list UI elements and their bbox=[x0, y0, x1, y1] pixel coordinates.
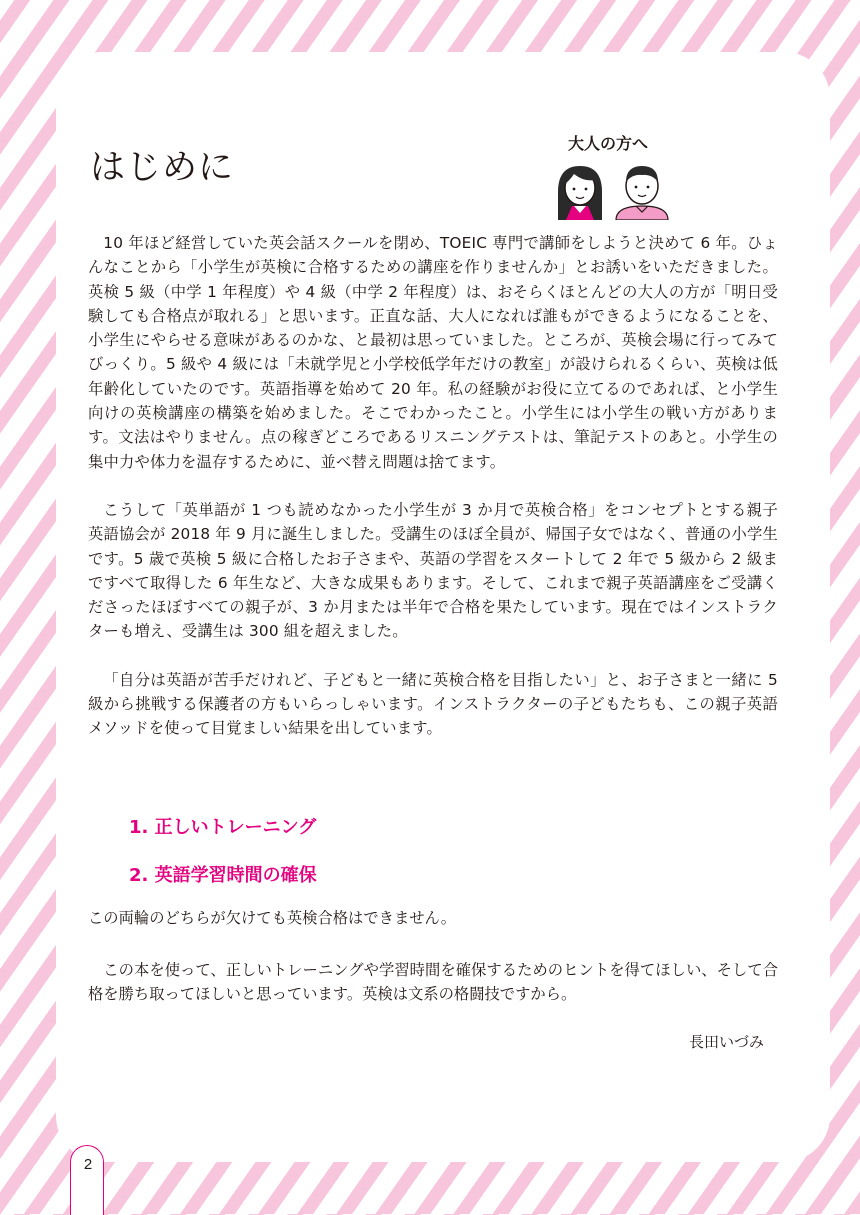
page-number: 2 bbox=[83, 1156, 93, 1173]
closing-text bbox=[88, 958, 778, 1007]
after-points-text bbox=[88, 906, 778, 930]
adult-illustration bbox=[552, 158, 692, 220]
paragraph: 10 年ほど経営していた英会話スクールを閉め、TOEIC 専門で講師をしようと決めて 6 年。ひょんなことから「小学生が英検に合格するための講座を作りませんか」とお誘いをいただきました。英検 5 級（中学 1 年程度）や 4 級（中学 2 年程度）は、おそらくほとんどの大人の方が「明日受験しても合格点が取れる」と思います。正直な話、大人になれば誰もができるようになることを、小学生にやらせる意味があるのかな、と最初は思っていました。ところが、英検会場に行ってみてびっくり。5 級や 4 級には「未就学児と小学校低学年だけの教室」が設けられるくらい、英検は低年齢化していたのです。英語指導を始めて 20 年。私の経験がお役に立てるのであれば、と小学生向けの英検講座の構築を始めました。そこでわかったこと。小学生には小学生の戦い方があります。文法はやりません。点の稼ぎどころであるリスニングテストは、筆記テストのあと。小学生の集中力や体力を温存するために、並べ替え問題は捨てます。 bbox=[88, 234, 778, 471]
man-icon bbox=[616, 166, 668, 220]
paragraph: この本を使って、正しいトレーニングや学習時間を確保するためのヒントを得てほしい、そして合格を勝ち取ってほしいと思っています。英検は文系の格闘技ですから。 bbox=[88, 961, 778, 1004]
author-signature: 長田いづみ bbox=[688, 1033, 764, 1051]
paragraph: こうして「英単語が 1 つも読めなかった小学生が 3 か月で英検合格」をコンセプトとする親子英語協会が 2018 年 9 月に誕生しました。受講生のほぼ全員が、帰国子女ではなく、普通の小学生です。5 歳で英検 5 級に合格したお子さまや、英語の学習をスタートして 2 年で 5 級から 2 級まですべて取得した 6 年生など、大きな成果もあります。そして、これまで親子英語講座をご受講くださったほぼすべての親子が、3 か月または半年で合格を果たしています。現在ではインストラクターも増え、受講生は 300 組を超えました。 bbox=[88, 500, 778, 641]
point-heading-1: 1. 正しいトレーニング bbox=[129, 817, 317, 838]
paragraph: この両輪のどちらが欠けても英検合格はできません。 bbox=[88, 909, 457, 927]
point-heading-2: 2. 英語学習時間の確保 bbox=[129, 865, 317, 886]
audience-label: 大人の方へ bbox=[568, 134, 649, 153]
woman-icon bbox=[558, 166, 602, 220]
paragraph: 「自分は英語が苦手だけれど、子どもと一緒に英検合格を目指したい」と、お子さまと一緒に 5 級から挑戦する保護者の方もいらっしゃいます。インストラクターの子どもたちも、この親子英語メソッドを使って目覚ましい結果を出しています。 bbox=[88, 670, 778, 738]
intro-body bbox=[88, 231, 778, 741]
page-title: はじめに bbox=[90, 148, 235, 188]
page-number-tab bbox=[70, 1145, 104, 1215]
